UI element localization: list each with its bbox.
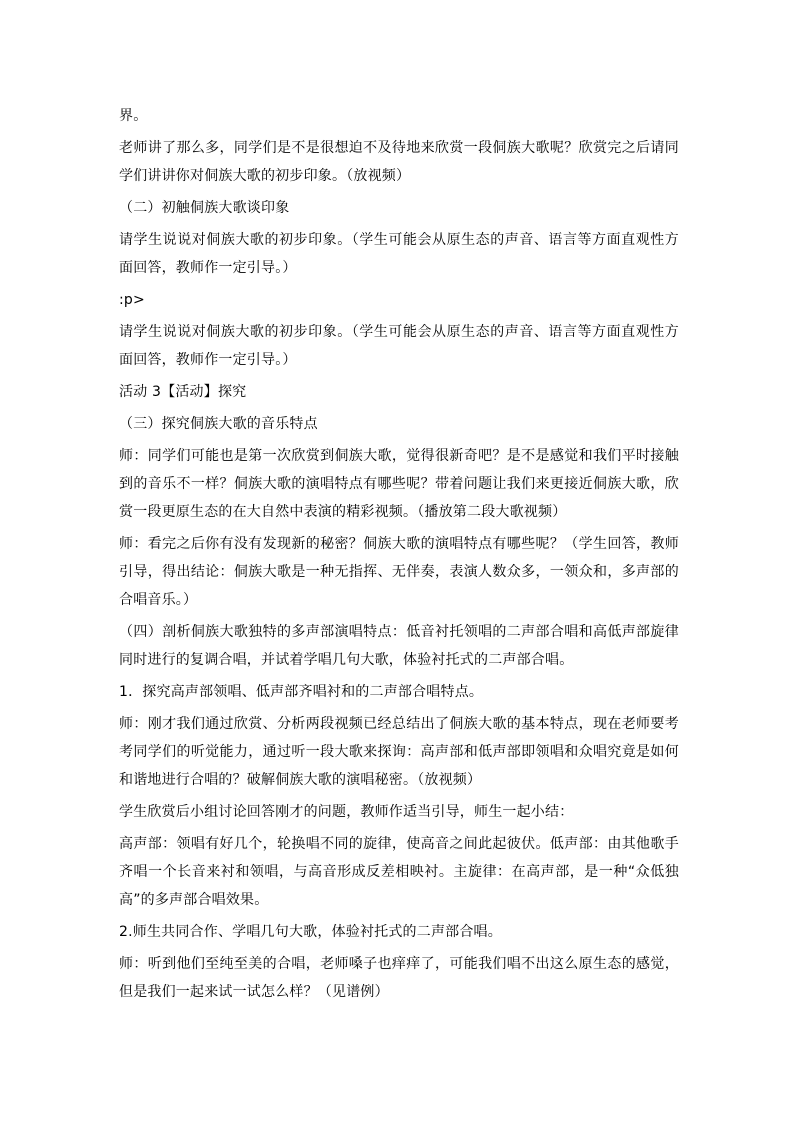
- paragraph-voice-summary: 高声部：领唱有好几个，轮换唱不同的旋律，使高音之间此起彼伏。低声部：由其他歌手齐唱一个长音来衬和领唱，与高音形成反差相映衬。主旋律：在高声部，是一种“众低独高”的多声部合唱效果。: [119, 836, 679, 908]
- section-heading-3: （三）探究侗族大歌的音乐特点: [119, 416, 318, 432]
- paragraph-first-impression-repeat: 请学生说说对侗族大歌的初步印象。（学生可能会从原生态的声音、语言等方面直观性方面回答，教师作一定引导。）: [119, 324, 679, 368]
- paragraph-intro-video: 老师讲了那么多，同学们是不是很想迫不及待地来欣赏一段侗族大歌呢？欣赏完之后请同学们讲讲你对侗族大歌的初步印象。（放视频）: [119, 140, 679, 184]
- paragraph-teacher-conclusion: 师：看完之后你有没有发现新的秘密？侗族大歌的演唱特点有哪些呢？（学生回答，教师引导，得出结论：侗族大歌是一种无指挥、无伴奏，表演人数众多，一领众和，多声部的合唱音乐。）: [119, 536, 679, 608]
- paragraph-first-impression: 请学生说说对侗族大歌的初步印象。（学生可能会从原生态的声音、语言等方面直观性方面回答，教师作一定引导。）: [119, 232, 679, 276]
- list-item-2: 2.师生共同合作、学唱几句大歌，体验衬托式的二声部合唱。: [119, 924, 502, 940]
- paragraph-group-discussion: 学生欣赏后小组讨论回答刚才的问题，教师作适当引导，师生一起小结：: [119, 804, 574, 820]
- paragraph-singing-together: 师：听到他们至纯至美的合唱，老师嗓子也痒痒了，可能我们唱不出这么原生态的感觉，但是我们一起来试一试怎么样？（见谱例）: [119, 956, 679, 1000]
- list-item-1: 1．探究高声部领唱、低声部齐唱衬和的二声部合唱特点。: [119, 684, 484, 700]
- section-heading-2: （二）初触侗族大歌谈印象: [119, 200, 290, 216]
- paragraph-stray-tag: :p>: [119, 292, 145, 308]
- paragraph-continuation: 界。: [119, 108, 148, 124]
- activity-heading: 活动 3【活动】探究: [119, 384, 247, 400]
- document-body: [119, 102, 679, 1010]
- paragraph-listening-task: 师：刚才我们通过欣赏、分析两段视频已经总结出了侗族大歌的基本特点，现在老师要考考同学们的听觉能力，通过听一段大歌来探询：高声部和低声部即领唱和众唱究竟是如何和谐地进行合唱的？破解侗族大歌的演唱秘密。（放视频）: [119, 716, 679, 788]
- paragraph-teacher-question: 师：同学们可能也是第一次欣赏到侗族大歌，觉得很新奇吧？是不是感觉和我们平时接触到的音乐不一样？侗族大歌的演唱特点有哪些呢？带着问题让我们来更接近侗族大歌，欣赏一段更原生态的在大自然中表演的精彩视频。（播放第二段大歌视频）: [119, 448, 679, 520]
- section-heading-4: （四）剖析侗族大歌独特的多声部演唱特点：低音衬托领唱的二声部合唱和高低声部旋律同时进行的复调合唱，并试着学唱几句大歌，体验衬托式的二声部合唱。: [119, 624, 679, 668]
